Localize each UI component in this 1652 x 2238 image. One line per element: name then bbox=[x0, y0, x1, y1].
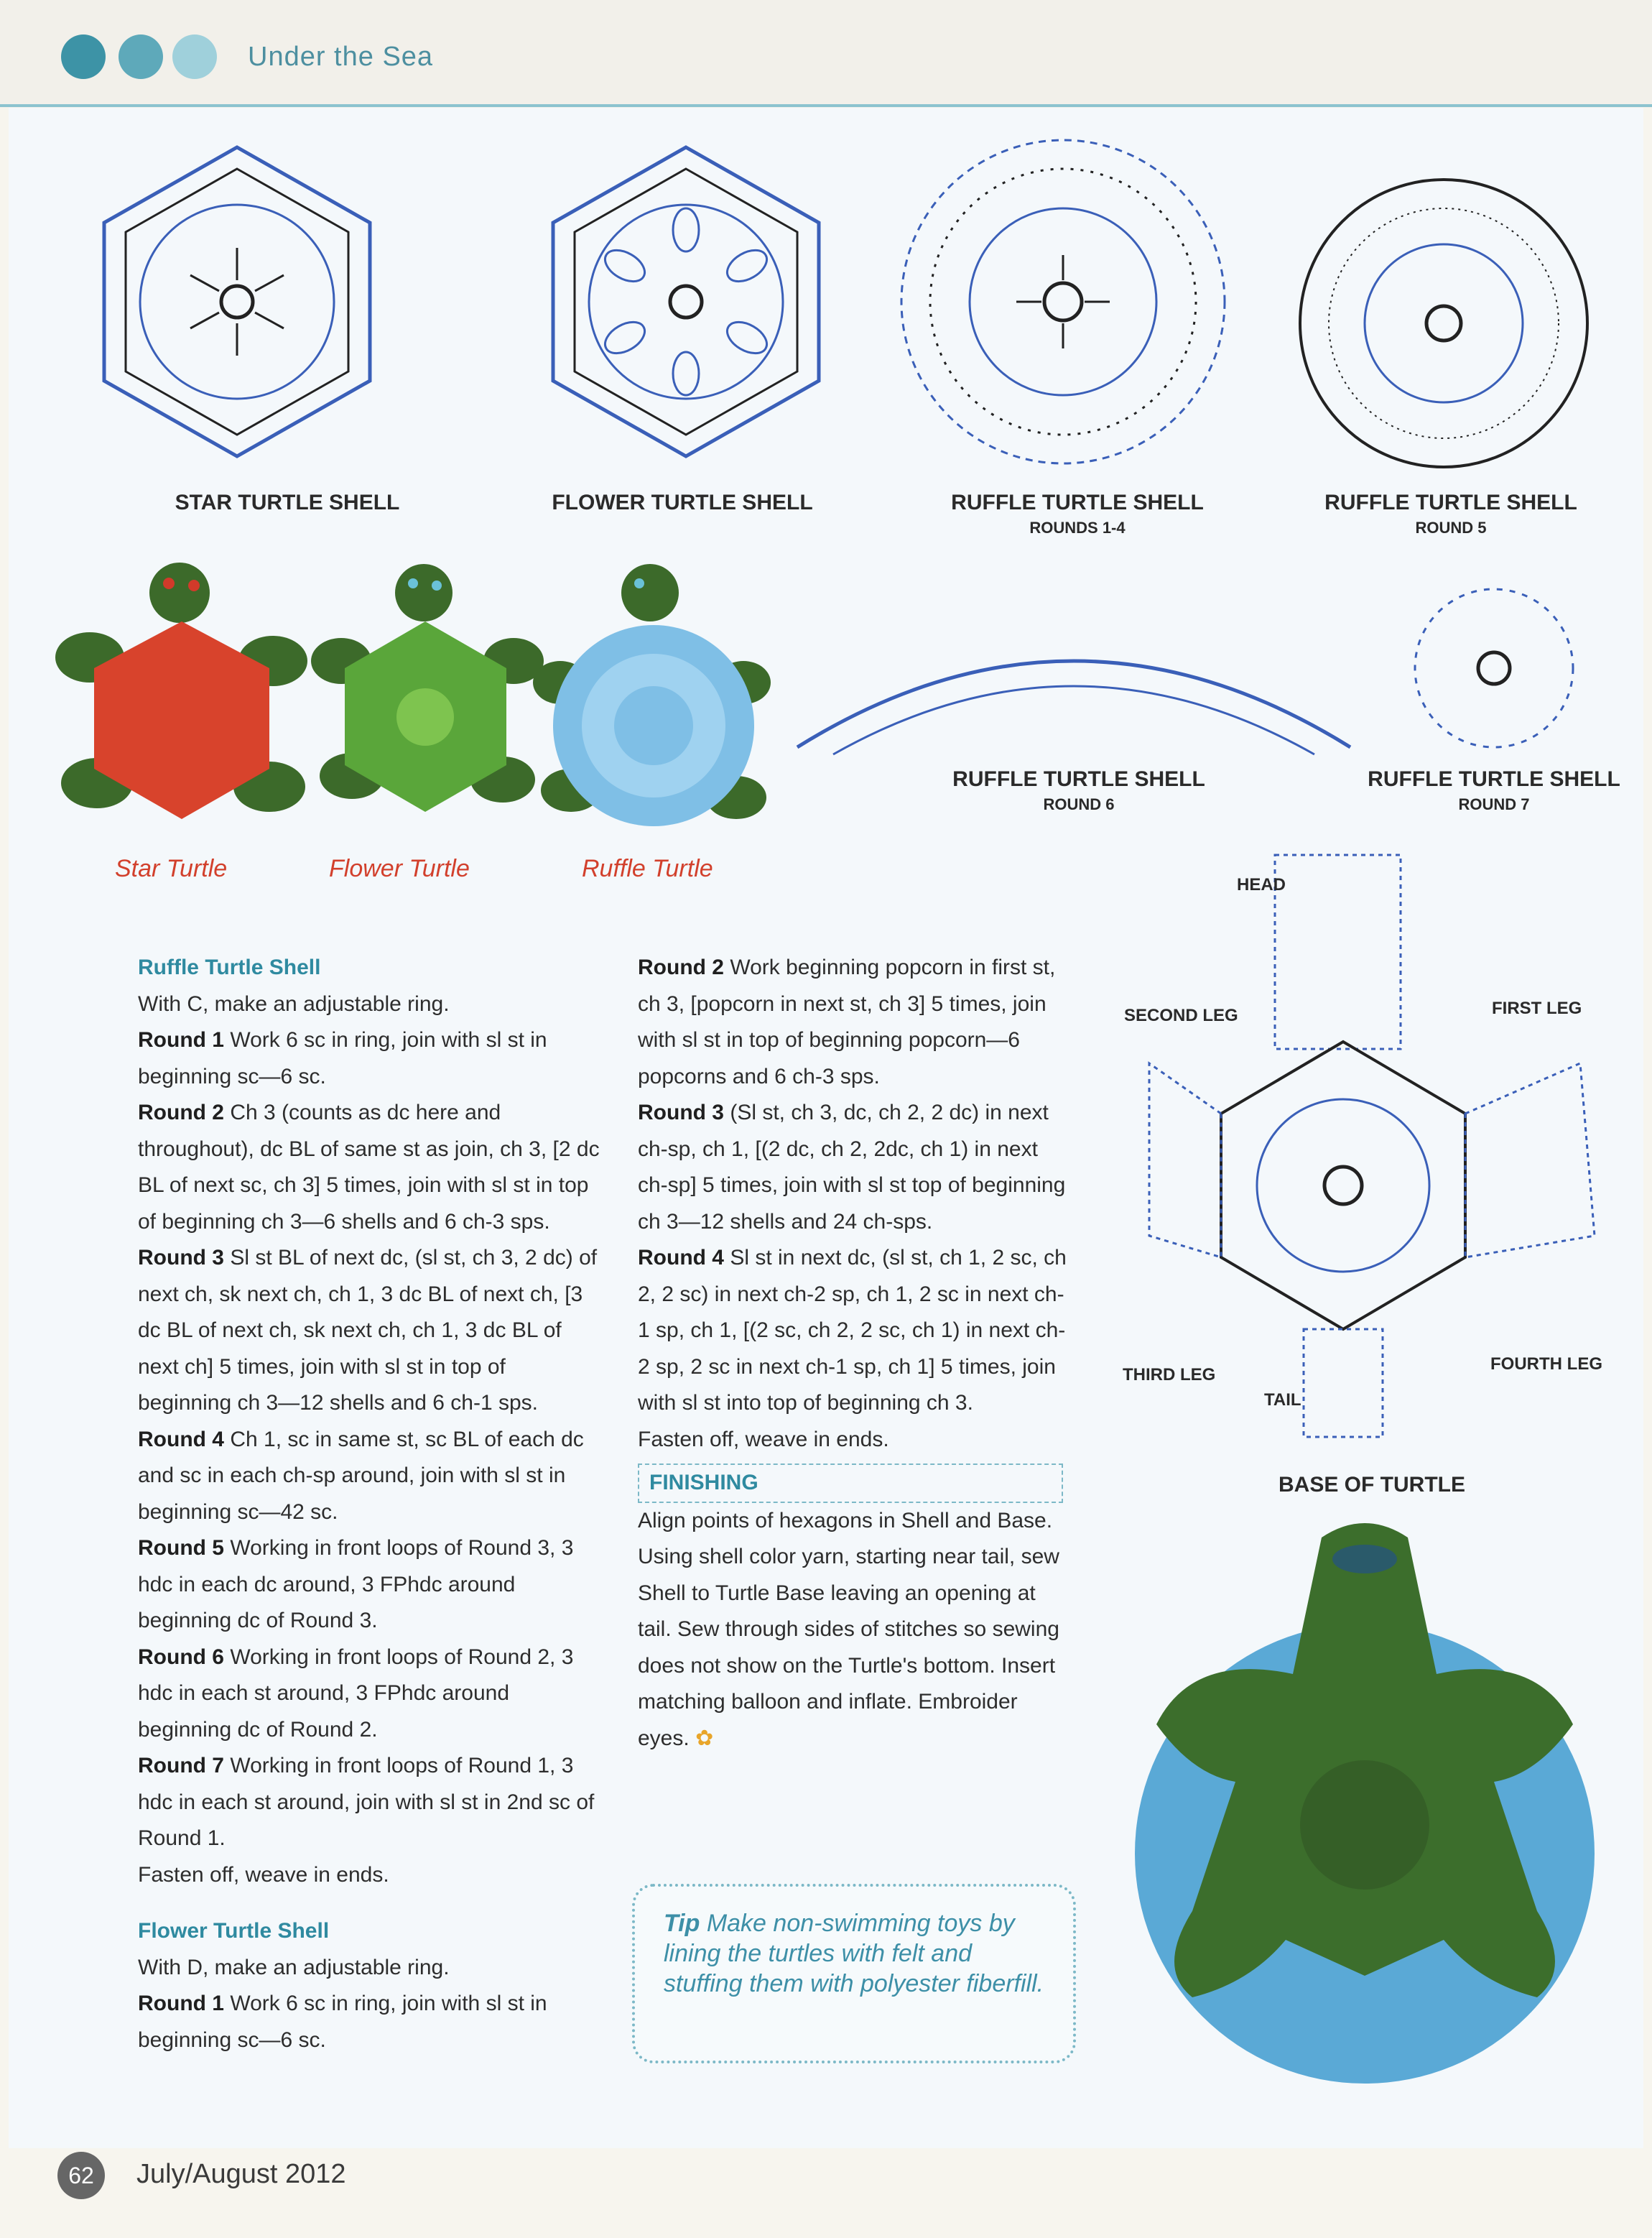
base-first-leg-label: FIRST LEG bbox=[1492, 999, 1582, 1018]
ruffle-shell-round-7-label: RUFFLE TURTLE SHELL bbox=[1368, 767, 1620, 791]
ruffle-shell-round-5-label: RUFFLE TURTLE SHELL bbox=[1324, 491, 1577, 514]
flower-round-2: Round 2 Work beginning popcorn in first st, ch 3, [popcorn in next st, ch 3] 5 times, join with sl st in top of beginning popcorn—6 popcorns and 6 ch-3 sps. bbox=[638, 956, 1056, 1088]
base-fourth-leg-label: FOURTH LEG bbox=[1490, 1354, 1602, 1374]
header-dot-2 bbox=[119, 34, 163, 79]
base-of-turtle-title: BASE OF TURTLE bbox=[1279, 1473, 1465, 1497]
turtle-base-photo bbox=[1106, 1509, 1623, 2098]
end-mark-icon: ✿ bbox=[695, 1726, 714, 1750]
flower-round-3: Round 3 (Sl st, ch 3, dc, ch 2, 2 dc) in next ch-sp, ch 1, [(2 dc, ch 2, 2dc, ch 1) in next ch-sp] 5 times, join with sl st top of beginning ch 3—12 shells and 24 ch-sps. bbox=[638, 1101, 1066, 1234]
base-third-leg-label: THIRD LEG bbox=[1123, 1365, 1216, 1384]
flower-fasten-off: Fasten off, weave in ends. bbox=[638, 1427, 889, 1451]
ruffle-shell-rounds-1-4-label: RUFFLE TURTLE SHELL bbox=[951, 491, 1204, 514]
ruffle-shell-round-6-diagram bbox=[790, 604, 1358, 769]
star-shell-diagram bbox=[97, 140, 377, 485]
flower-shell-diagram bbox=[546, 140, 826, 485]
ruffle-shell-round-6-sublabel: ROUND 6 bbox=[1043, 795, 1115, 813]
header-rule bbox=[0, 104, 1652, 107]
ruffle-shell-round-5-sublabel: ROUND 5 bbox=[1415, 519, 1487, 537]
flower-round-4: Round 4 Sl st in next dc, (sl st, ch 1, 2 sc, ch 2, 2 sc) in next ch-2 sp, ch 1, 2 sc in next ch-1 sp, ch 1, [(2 sc, ch 2, 2 sc, ch 1) in next ch-2 sp, 2 sc in next ch-1 sp, ch 1] 5 times, join with sl st into top of beginning ch 3. bbox=[638, 1246, 1067, 1415]
ruffle-round-1: Round 1 Work 6 sc in ring, join with sl st in beginning sc—6 sc. bbox=[138, 1028, 547, 1088]
ruffle-turtle-photo bbox=[532, 560, 776, 848]
base-head-label: HEAD bbox=[1237, 875, 1286, 894]
base-second-leg-label: SECOND LEG bbox=[1124, 1006, 1238, 1025]
ruffle-round-5: Round 5 Working in front loops of Round 3, 3 hdc in each dc around, 3 FPhdc around beginning dc of Round 3. bbox=[138, 1536, 574, 1632]
header-dot-1 bbox=[61, 34, 106, 79]
ruffle-fasten-off: Fasten off, weave in ends. bbox=[138, 1862, 389, 1887]
ruffle-shell-round-7-sublabel: ROUND 7 bbox=[1458, 795, 1530, 813]
flower-round-1: Round 1 Work 6 sc in ring, join with sl st in beginning sc—6 sc. bbox=[138, 1992, 547, 2052]
ruffle-shell-round-7-diagram bbox=[1401, 575, 1587, 762]
star-turtle-caption: Star Turtle bbox=[115, 855, 228, 882]
page-number: 62 bbox=[57, 2152, 105, 2199]
ruffle-shell-round-6-label: RUFFLE TURTLE SHELL bbox=[952, 767, 1205, 791]
middle-column bbox=[638, 950, 1069, 1757]
ruffle-round-3: Round 3 Sl st BL of next dc, (sl st, ch 3, 2 dc) of next ch, sk next ch, ch 1, 3 dc BL of next ch, [3 dc BL of next ch, sk next ch, ch 1, 3 dc BL of next ch] 5 times, join with sl st in top of beginning ch 3—12 shells and 6 ch-1 sps. bbox=[138, 1246, 598, 1415]
left-column bbox=[138, 950, 605, 2058]
finishing-heading: FINISHING bbox=[638, 1464, 1063, 1503]
ruffle-round-7: Round 7 Working in front loops of Round 1, 3 hdc in each st around, join with sl st in 2nd sc of Round 1. bbox=[138, 1754, 595, 1850]
flower-shell-heading: Flower Turtle Shell bbox=[138, 1919, 330, 1943]
finishing-text: Align points of hexagons in Shell and Base. Using shell color yarn, starting near tail, sew Shell to Turtle Base leaving an opening at tail. Sew through sides of stitches so sewing does not show on the Turtle's bottom. Insert matching balloon and inflate. Embroider eyes. ✿ bbox=[638, 1508, 1059, 1750]
ruffle-round-4: Round 4 Ch 1, sc in same st, sc BL of each dc and sc in each ch-sp around, join with sl st in beginning sc—42 sc. bbox=[138, 1427, 584, 1524]
issue-date: July/August 2012 bbox=[136, 2159, 346, 2189]
flower-shell-label: FLOWER TURTLE SHELL bbox=[552, 491, 813, 514]
ruffle-turtle-caption: Ruffle Turtle bbox=[582, 855, 713, 882]
section-title: Under the Sea bbox=[248, 42, 434, 72]
ruffle-shell-round-5-diagram bbox=[1293, 172, 1595, 474]
tip-box bbox=[632, 1884, 1076, 2063]
base-tail-label: TAIL bbox=[1264, 1390, 1301, 1410]
star-turtle-photo bbox=[54, 560, 312, 841]
ruffle-shell-rounds-1-4-diagram bbox=[891, 122, 1235, 481]
tip-text: Tip Make non-swimming toys by lining the turtles with felt and stuffing them with polyester fiberfill. bbox=[664, 1910, 1044, 1997]
ruffle-shell-heading: Ruffle Turtle Shell bbox=[138, 956, 321, 979]
ruffle-round-6: Round 6 Working in front loops of Round 2, 3 hdc in each st around, 3 FPhdc around beginning dc of Round 2. bbox=[138, 1645, 574, 1742]
ruffle-intro: With C, make an adjustable ring. bbox=[138, 991, 450, 1016]
header-dot-3 bbox=[172, 34, 217, 79]
flower-turtle-photo bbox=[309, 560, 546, 841]
page-header bbox=[0, 0, 1652, 108]
flower-turtle-caption: Flower Turtle bbox=[329, 855, 470, 882]
ruffle-round-2: Round 2 Ch 3 (counts as dc here and throughout), dc BL of same st as join, ch 3, [2 dc BL of next sc, ch 3] 5 times, join with sl st in top of beginning ch 3—6 shells and 6 ch-3 sps. bbox=[138, 1101, 600, 1234]
ruffle-shell-rounds-1-4-sublabel: ROUNDS 1-4 bbox=[1029, 519, 1126, 537]
flower-intro: With D, make an adjustable ring. bbox=[138, 1955, 450, 1979]
star-shell-label: STAR TURTLE SHELL bbox=[175, 491, 400, 514]
